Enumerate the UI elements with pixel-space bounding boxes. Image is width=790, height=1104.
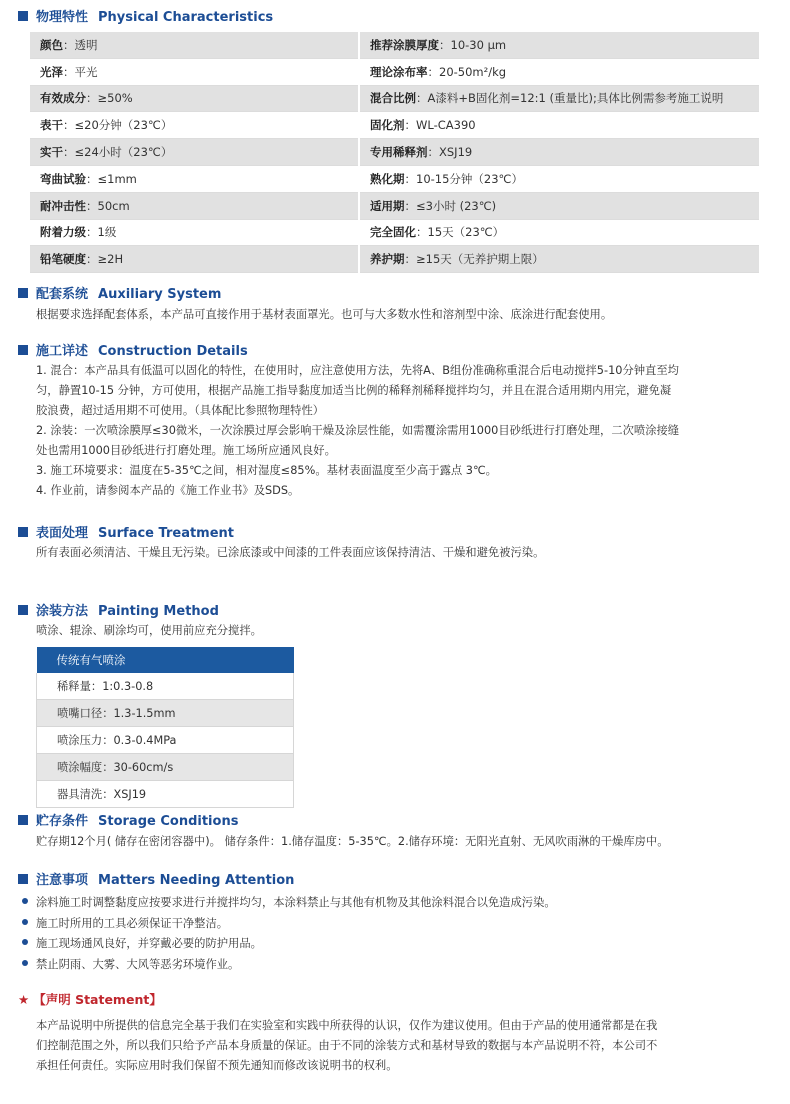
- physical-table-cell: [359, 32, 759, 58]
- section-title-cn: 物理特性: [36, 10, 89, 25]
- physical-table: [30, 32, 759, 273]
- square-bullet-icon: [18, 605, 28, 615]
- auxiliary-text: 根据要求选择配套体系，本产品可直接作用于基材表面罩光。也可与大多数水性和溶剂型中涂、底涂进行配套使用。: [36, 308, 613, 321]
- painting-table: [36, 647, 294, 808]
- property-value: ：20-50m²/kg: [427, 64, 507, 79]
- square-bullet-icon: [18, 815, 28, 825]
- physical-table-cell: [359, 192, 759, 219]
- physical-table-row: [30, 246, 759, 273]
- bullet-dot-icon: [22, 898, 28, 904]
- property-label: 专用稀释剂: [370, 145, 428, 160]
- section-title-en: Physical Characteristics: [98, 10, 274, 25]
- property-value: ：≤24小时（23℃）: [63, 145, 173, 160]
- property-label: 颜色: [40, 37, 63, 52]
- physical-table-cell: [30, 85, 359, 112]
- property-value: ：≤3小时 (23℃): [404, 198, 497, 213]
- section-title-auxiliary: [18, 283, 221, 302]
- property-value: ：1级: [86, 225, 117, 240]
- physical-table-row: [30, 32, 759, 58]
- section-title-construction: [18, 340, 248, 359]
- physical-table-cell: [359, 246, 759, 273]
- construction-line: 处也需用1000目砂纸进行打磨处理。施工场所应通风良好。: [36, 444, 336, 457]
- statement-line: 们控制范围之外，所以我们只给予产品本身质量的保证。由于不同的涂装方式和基材导致的数据与本产品说明不符，本公司不: [36, 1039, 658, 1052]
- physical-table-cell: [30, 165, 359, 192]
- property-value: ：10-15分钟（23℃）: [404, 171, 523, 186]
- list-item: [22, 955, 556, 976]
- property-value: ：透明: [63, 37, 98, 52]
- list-item: [22, 934, 556, 955]
- section-title-cn: 配套系统: [36, 287, 89, 302]
- property-label: 熟化期: [370, 171, 405, 186]
- statement-title: [18, 990, 162, 1008]
- property-label: 有效成分: [40, 91, 86, 106]
- list-item-text: 禁止阴雨、大雾、大风等恶劣环境作业。: [36, 957, 240, 971]
- list-item: [22, 914, 556, 935]
- list-item-text: 施工时所用的工具必须保证干净整洁。: [36, 916, 229, 930]
- list-item-text: 施工现场通风良好，并穿戴必要的防护用品。: [36, 937, 262, 950]
- physical-table-cell: [359, 139, 759, 166]
- surface-text: 所有表面必须清洁、干燥且无污染。已涂底漆或中间漆的工件表面应该保持清洁、干燥和避免被污染。: [36, 546, 545, 559]
- construction-line: 2. 涂装：一次喷涂膜厚≤30微米，一次涂膜过厚会影响干燥及涂层性能，如需覆涂需用1000目砂纸进行打磨处理，二次喷涂接缝: [36, 424, 680, 437]
- construction-line: 4. 作业前，请参阅本产品的《施工作业书》及SDS。: [36, 484, 300, 497]
- property-value: ：≤20分钟（23℃）: [63, 118, 173, 133]
- property-value: ：平光: [63, 64, 98, 79]
- section-title-physical: [18, 6, 273, 25]
- property-value: ：15天（23℃）: [416, 225, 505, 240]
- property-label: 养护期: [370, 252, 405, 267]
- physical-table-cell: [30, 219, 359, 246]
- property-label: 推荐涂膜厚度: [370, 37, 439, 52]
- property-label: 理论涂布率: [370, 64, 428, 79]
- section-title-cn: 贮存条件: [36, 814, 89, 829]
- property-label: 固化剂: [370, 118, 405, 133]
- statement-line: 本产品说明中所提供的信息完全基于我们在实验室和实践中所获得的认识，仅作为建议使用。但由于产品的使用通常都是在我: [36, 1019, 658, 1032]
- property-label: 弯曲试验: [40, 171, 86, 186]
- property-value: ：10-30 μm: [439, 37, 507, 52]
- property-value: ：A漆料+B固化剂=12:1 (重量比);具体比例需参考施工说明: [416, 91, 724, 106]
- section-title-surface: [18, 522, 234, 541]
- property-value: ：50cm: [86, 198, 130, 213]
- physical-table-cell: [30, 139, 359, 166]
- section-title-en: Matters Needing Attention: [98, 873, 295, 888]
- section-title-en: Auxiliary System: [98, 287, 222, 302]
- list-item: [22, 893, 556, 914]
- property-label: 完全固化: [370, 225, 416, 240]
- property-value: ：≤1mm: [86, 171, 137, 186]
- physical-table-cell: [30, 192, 359, 219]
- section-title-cn: 涂装方法: [36, 604, 89, 619]
- square-bullet-icon: [18, 288, 28, 298]
- physical-table-cell: [359, 85, 759, 112]
- section-title-en: Construction Details: [98, 344, 248, 359]
- construction-line: 1. 混合：本产品具有低温可以固化的特性，在使用时，应注意使用方法，先将A、B组份准确称重混合后电动搅拌5-10分钟直至均: [36, 364, 679, 377]
- painting-table-header: 传统有气喷涂: [37, 647, 294, 673]
- property-value: ：≥50%: [86, 91, 133, 106]
- physical-table-cell: [359, 219, 759, 246]
- statement-title-text: 【声明 Statement】: [33, 992, 162, 1007]
- bullet-dot-icon: [22, 919, 28, 925]
- property-label: 铅笔硬度: [40, 252, 86, 267]
- square-bullet-icon: [18, 874, 28, 884]
- construction-text: [36, 361, 758, 501]
- construction-line: 胶浪费，超过适用期不可使用。（具体配比参照物理特性）: [36, 404, 325, 417]
- square-bullet-icon: [18, 11, 28, 21]
- physical-table-cell: [30, 32, 359, 58]
- property-label: 耐冲击性: [40, 198, 86, 213]
- physical-table-row: [30, 192, 759, 219]
- property-value: ：XSJ19: [427, 145, 473, 160]
- property-label: 表干: [40, 118, 63, 133]
- section-title-en: Painting Method: [98, 604, 219, 619]
- physical-table-cell: [359, 112, 759, 139]
- physical-table-row: [30, 58, 759, 85]
- storage-text: 贮存期12个月( 储存在密闭容器中)。 储存条件：1.储存温度：5-35℃。2.储存环境：无阳光直射、无风吹雨淋的干燥库房中。: [36, 835, 669, 848]
- painting-table-cell: 器具清洗：XSJ19: [37, 781, 294, 808]
- section-title-cn: 施工详述: [36, 344, 89, 359]
- physical-table-cell: [30, 246, 359, 273]
- physical-table-row: [30, 85, 759, 112]
- square-bullet-icon: [18, 345, 28, 355]
- property-value: ：≥15天（无养护期上限）: [404, 252, 544, 267]
- physical-table-row: [30, 139, 759, 166]
- physical-table-cell: [359, 165, 759, 192]
- property-label: 附着力级: [40, 225, 86, 240]
- star-icon: ★: [18, 992, 30, 1007]
- section-title-cn: 注意事项: [36, 873, 89, 888]
- property-label: 适用期: [370, 198, 405, 213]
- painting-table-cell: 喷嘴口径：1.3-1.5mm: [37, 700, 294, 727]
- attention-list: [22, 893, 556, 975]
- section-title-cn: 表面处理: [36, 526, 89, 541]
- section-title-en: Surface Treatment: [98, 526, 235, 541]
- list-item-text: 涂料施工时调整黏度应按要求进行并搅拌均匀，本涂料禁止与其他有机物及其他涂料混合以免造成污染。: [36, 896, 556, 909]
- physical-table-row: [30, 165, 759, 192]
- physical-table-cell: [30, 112, 359, 139]
- physical-table-row: [30, 219, 759, 246]
- physical-table-cell: [30, 58, 359, 85]
- section-title-painting: [18, 600, 219, 619]
- section-title-attention: [18, 869, 294, 888]
- physical-table-cell: [359, 58, 759, 85]
- physical-table-row: [30, 112, 759, 139]
- statement-text: [36, 1016, 758, 1076]
- property-label: 实干: [40, 145, 63, 160]
- construction-line: 匀，静置10-15 分钟，方可使用，根据产品施工指导黏度加适当比例的稀释剂稀释搅拌均匀，并且在混合适用期内用完，避免凝: [36, 384, 672, 397]
- section-title-en: Storage Conditions: [98, 814, 239, 829]
- construction-line: 3. 施工环境要求：温度在5-35℃之间，相对湿度≤85%。基材表面温度至少高于露点 3℃。: [36, 464, 497, 477]
- section-title-storage: [18, 810, 238, 829]
- property-label: 混合比例: [370, 91, 416, 106]
- bullet-dot-icon: [22, 939, 28, 945]
- property-value: ：≥2H: [86, 252, 124, 267]
- property-value: ：WL-CA390: [404, 118, 476, 133]
- painting-table-cell: 喷涂压力：0.3-0.4MPa: [37, 727, 294, 754]
- statement-line: 承担任何责任。实际应用时我们保留不预先通知而修改该说明书的权利。: [36, 1059, 398, 1072]
- painting-table-cell: 稀释量：1:0.3-0.8: [37, 673, 294, 700]
- property-label: 光泽: [40, 64, 63, 79]
- painting-table-cell: 喷涂幅度：30-60cm/s: [37, 754, 294, 781]
- square-bullet-icon: [18, 527, 28, 537]
- painting-text: 喷涂、辊涂、刷涂均可，使用前应充分搅拌。: [36, 624, 262, 637]
- bullet-dot-icon: [22, 960, 28, 966]
